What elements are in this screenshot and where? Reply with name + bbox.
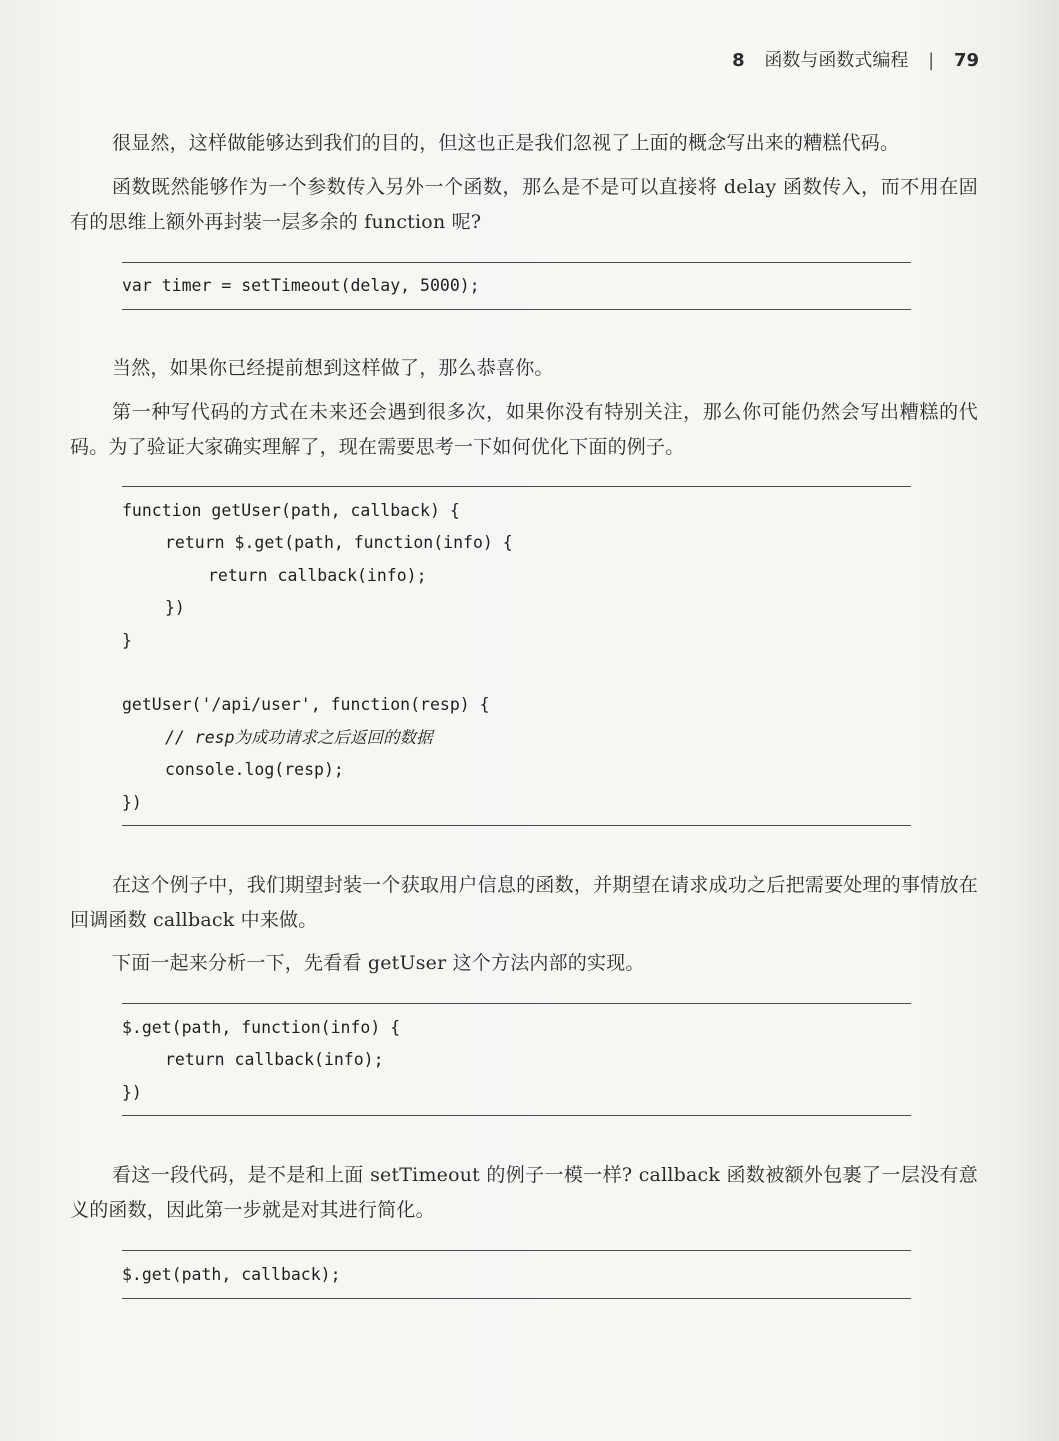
code-line: $.get(path, callback); (122, 1265, 341, 1284)
code-line: getUser('/api/user', function(resp) { (122, 695, 490, 715)
code-line: function getUser(path, callback) { (122, 501, 460, 520)
paragraph: 很显然，这样做能够达到我们的目的，但这也正是我们忽视了上面的概念写出来的糟糕代码。 (112, 132, 900, 154)
code-line: }) (122, 792, 142, 812)
code-block-simplified (122, 1250, 911, 1299)
code-line: }) (122, 1082, 142, 1102)
code-line: $.get(path, function(info) { (122, 1018, 401, 1037)
code-comment: // resp为成功请求之后返回的数据 (165, 727, 433, 747)
paragraph: 看这一段代码，是不是和上面 setTimeout 的例子一模一样? callback 函数被额外包裹了一层没有意义的函数，因此第一步就是对其进行简化。 (70, 1164, 978, 1221)
code-blank-line (122, 657, 911, 689)
code-line: return callback(info); (208, 565, 427, 585)
page-number: 79 (953, 50, 979, 71)
paragraph: 当然，如果你已经提前想到这样做了，那么恭喜你。 (112, 357, 554, 379)
code-line: } (122, 630, 132, 650)
chapter-title: 函数与函数式编程 (764, 50, 909, 71)
code-block-getuser (122, 486, 911, 826)
code-line: console.log(resp); (165, 760, 344, 780)
paragraph: 下面一起来分析一下，先看看 getUser 这个方法内部的实现。 (112, 952, 645, 974)
paragraph: 函数既然能够作为一个参数传入另外一个函数，那么是不是可以直接将 delay 函数传入，而不用在固有的思维上额外再封装一层多余的 function 呢? (70, 176, 978, 233)
running-header (732, 46, 979, 72)
code-block-jquery-get (122, 1003, 911, 1116)
code-line: var timer = setTimeout(delay, 5000); (122, 276, 480, 295)
header-separator: | (928, 50, 935, 71)
chapter-number: 8 (732, 50, 745, 71)
code-block-timer (122, 262, 911, 310)
paragraph: 在这个例子中，我们期望封装一个获取用户信息的函数，并期望在请求成功之后把需要处理的事情放在回调函数 callback 中来做。 (70, 874, 978, 931)
code-line: return $.get(path, function(info) { (165, 533, 513, 553)
code-line: return callback(info); (165, 1050, 384, 1070)
paragraph: 第一种写代码的方式在未来还会遇到很多次，如果你没有特别关注，那么你可能仍然会写出糟糕的代码。为了验证大家确实理解了，现在需要思考一下如何优化下面的例子。 (70, 401, 978, 458)
code-line: }) (165, 598, 185, 618)
